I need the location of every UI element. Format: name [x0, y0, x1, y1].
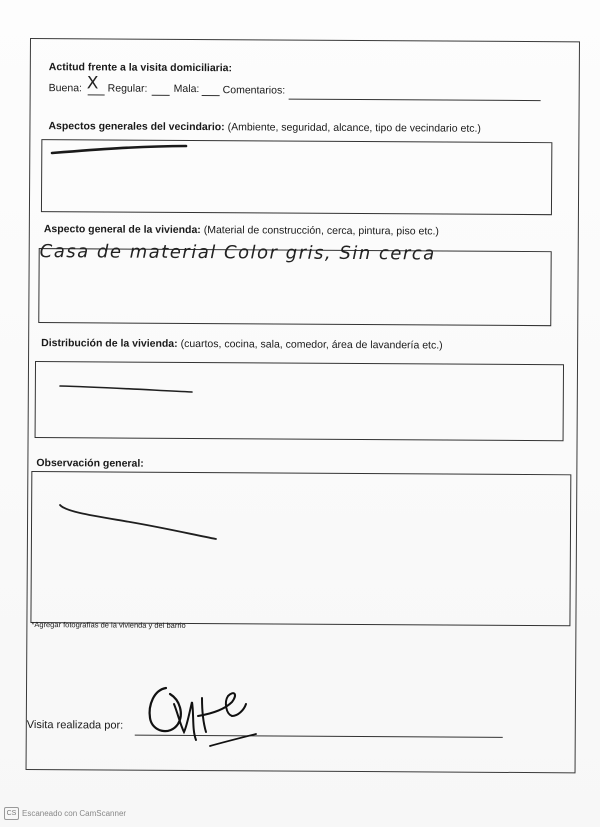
observacion-title: Observación general: [36, 457, 144, 470]
buena-label: Buena: [48, 82, 83, 95]
visita-label: Visita realizada por: [26, 718, 124, 732]
distribucion-hint: (cuartos, cocina, sala, comedor, área de lavandería etc.) [180, 337, 443, 352]
vivienda-title: Aspecto general de la vivienda: [43, 223, 201, 237]
photo-note: *Agregar fotografías de la vivienda y del barrio [31, 620, 186, 630]
regular-label: Regular: [107, 82, 148, 95]
vecindario-dash [52, 146, 186, 153]
vecindario-title: Aspectos generales del vecindario: [48, 120, 225, 134]
camscanner-footer [4, 807, 126, 820]
camscanner-text: Escaneado con CamScanner [22, 809, 127, 818]
signature-image [140, 680, 270, 755]
distribucion-title: Distribución de la vivienda: [41, 337, 178, 350]
vivienda-answer: Casa de material Color gris, Sin cerca [39, 241, 436, 265]
mala-label: Mala: [173, 82, 200, 96]
observacion-dash [60, 505, 216, 539]
comentarios-label: Comentarios: [222, 84, 286, 97]
buena-mark: X [86, 73, 100, 94]
vivienda-hint: (Material de construcción, cerca, pintura, piso etc.) [203, 224, 439, 238]
attitude-title: Actitud frente a la visita domiciliaria: [48, 61, 233, 75]
camscanner-logo: CS [4, 807, 19, 820]
distribucion-dash [60, 386, 192, 392]
vecindario-hint: (Ambiente, seguridad, alcance, tipo de vecindario etc.) [227, 121, 481, 135]
